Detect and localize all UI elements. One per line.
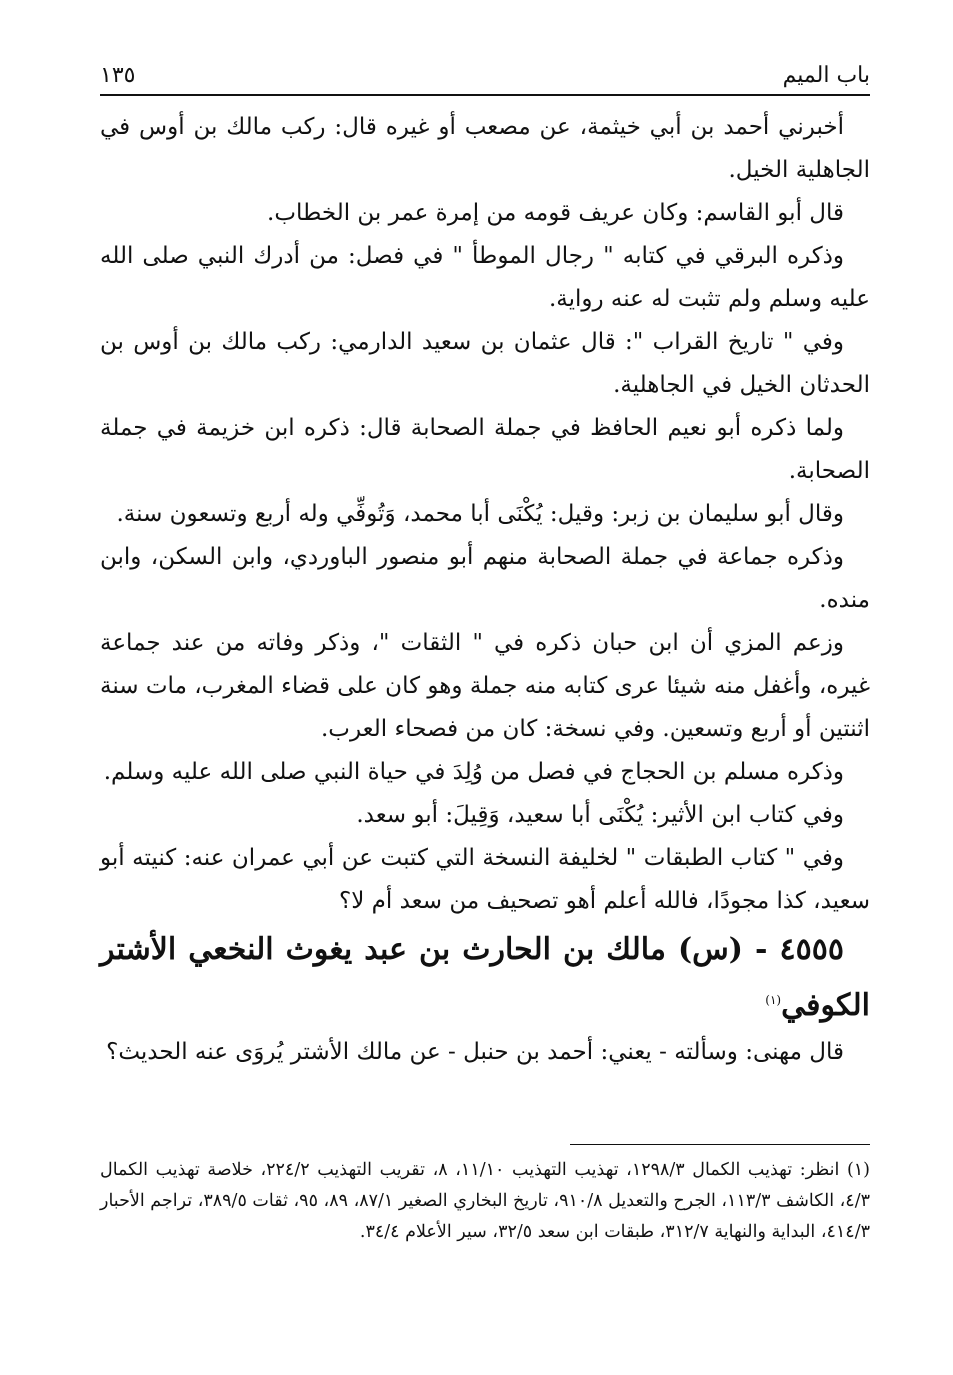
running-header [100,58,870,88]
chapter-title: باب الميم [782,63,870,88]
footnote-text: انظر: تهذيب الكمال ١٢٩٨/٣، تهذيب التهذيب ١١/١٠، ٨، تقريب التهذيب ٢٢٤/٢، خلاصة تهذيب الكمال ٤/٣، الكاشف ١١٣/٣، الجرح والتعديل ٩١٠/٨، تاريخ البخاري الصغير ٨٧/١، ٨٩، ٩٥، ثقات ٣٨٩/٥، تراجم الأحبار ٤١٤/٣، البداية والنهاية ٣١٢/٧، طبقات ابن سعد ٣٢/٥، سير الأعلام ٣٤/٤. [100,1160,870,1242]
book-page [100,58,870,1248]
paragraph: وذكره البرقي في كتابه " رجال الموطأ " في فصل: من أدرك النبي صلى الله عليه وسلم ولم تثبت له عنه رواية. [100,243,870,312]
header-rule [100,94,870,96]
page-number: ١٣٥ [100,63,136,88]
paragraph: قال مهنى: وسألته - يعني: أحمد بن حنبل - عن مالك الأشتر يُروَى عنه الحديث؟ [106,1039,844,1065]
entry-heading [100,925,870,1031]
footnote-rule [570,1144,870,1145]
paragraph: أخبرني أحمد بن أبي خيثمة، عن مصعب أو غيره قال: ركب مالك بن أوس في الجاهلية الخيل. [100,114,870,183]
paragraph: وقال أبو سليمان بن زبر: وقيل: يُكْنَى أبا محمد، وَتُوفِّي وله أربع وتسعون سنة. [116,501,844,527]
entry-title-text: ٤٥٥٥ - (س) مالك بن الحارث بن عبد يغوث النخعي الأشتر الكوفي [100,932,870,1023]
paragraph: وفي " كتاب الطبقات " لخليفة النسخة التي كتبت عن أبي عمران عنه: كنيته أبو سعيد، كذا مجودًا، فالله أعلم أهو تصحيف من سعد أم لا؟ [100,845,870,914]
footnote-reference: (١) [765,993,782,1007]
paragraph: ولما ذكره أبو نعيم الحافظ في جملة الصحابة قال: ذكره ابن خزيمة في جملة الصحابة. [100,415,870,484]
paragraph: وفي كتاب ابن الأثير: يُكْنَى أبا سعيد، وَقِيلَ: أبو سعد. [356,802,844,828]
paragraph: قال أبو القاسم: وكان عريف قومه من إمرة عمر بن الخطاب. [267,200,844,226]
footnote-marker: (١) [846,1160,870,1180]
footnote [100,1155,870,1248]
paragraph: وفي " تاريخ القراب ": قال عثمان بن سعيد الدارمي: ركب مالك بن أوس بن الحدثان الخيل في الجاهلية. [100,329,870,398]
paragraph: وذكره جماعة في جملة الصحابة منهم أبو منصور الباوردي، وابن السكن، وابن منده. [100,544,870,613]
paragraph: وذكره مسلم بن الحجاج في فصل من وُلِدَ في حياة النبي صلى الله عليه وسلم. [103,759,844,785]
paragraph: وزعم المزي أن ابن حبان ذكره في " الثقات "، وذكر وفاته من عند جماعة غيره، وأغفل منه شيئا عرى كتابه منه جملة وهو كان على قضاء المغرب، مات سنة اثنتين أو أربع وتسعين. وفي نسخة: كان من فصحاء العرب. [100,630,870,742]
main-text [100,106,870,1074]
